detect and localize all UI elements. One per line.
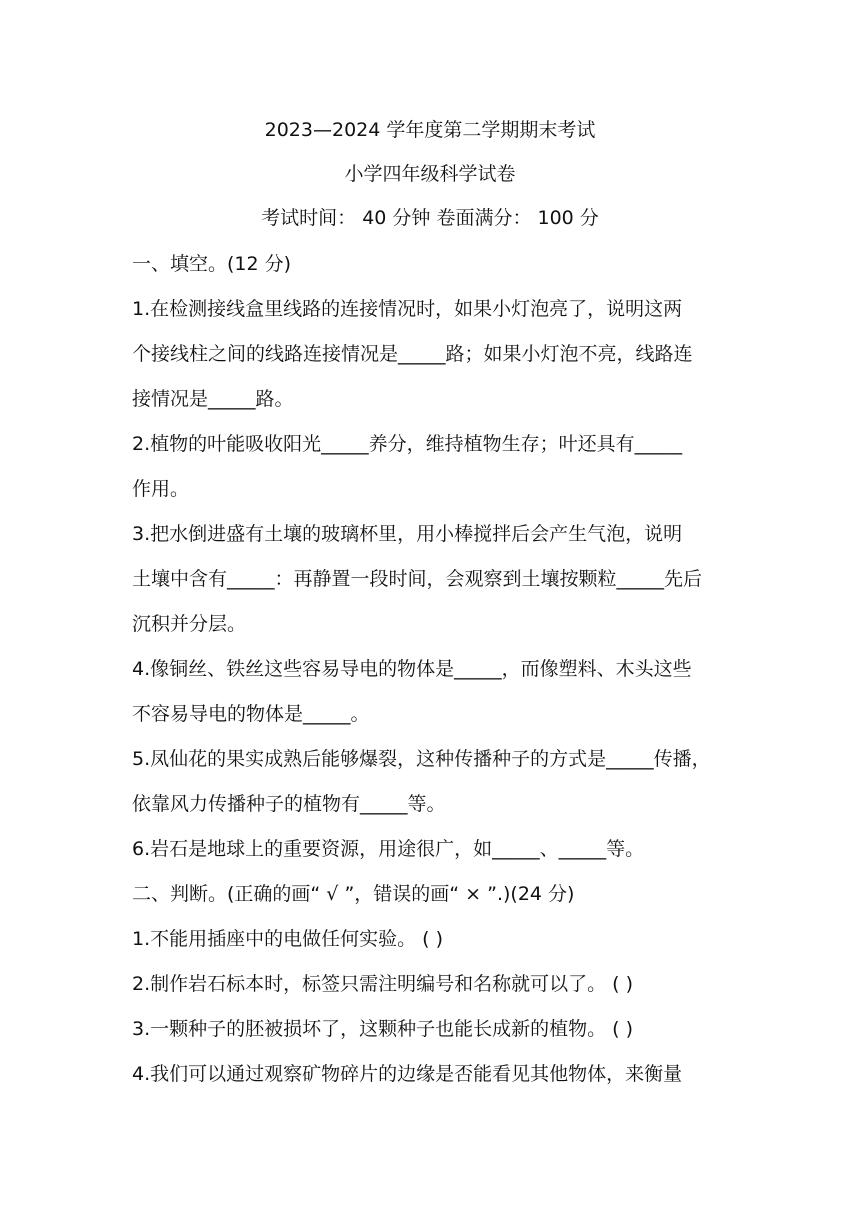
section1-text-line: 作用。	[132, 478, 190, 500]
exam-title: 2023—2024 学年度第二学期期末考试	[264, 119, 596, 141]
section2-question: 3.一颗种子的胚被损坏了，这颗种子也能长成新的植物。 ( )	[132, 1018, 634, 1040]
exam-subtitle: 小学四年级科学试卷	[344, 163, 516, 185]
section1-text-line: 5.凤仙花的果实成熟后能够爆裂，这种传播种子的方式是_____传播，	[132, 748, 711, 770]
section1-text-line: 个接线柱之间的线路连接情况是_____路；如果小灯泡不亮，线路连	[132, 343, 693, 365]
section1-text-line: 土壤中含有_____：再静置一段时间，会观察到土壤按颗粒_____先后	[132, 568, 703, 590]
section2-question: 2.制作岩石标本时，标签只需注明编号和名称就可以了。 ( )	[132, 973, 634, 995]
section1-text-line: 2.植物的叶能吸收阳光_____养分，维持植物生存；叶还具有_____	[132, 433, 683, 455]
exam-info: 考试时间： 40 分钟 卷面满分： 100 分	[261, 207, 599, 229]
section2-question: 4.我们可以通过观察矿物碎片的边缘是否能看见其他物体，来衡量	[132, 1063, 683, 1085]
section1-text-line: 4.像铜丝、铁丝这些容易导电的物体是_____，而像塑料、木头这些	[132, 658, 692, 680]
section1-text-line: 3.把水倒进盛有土壤的玻璃杯里，用小棒搅拌后会产生气泡，说明	[132, 523, 683, 545]
section1-text-line: 1.在检测接线盒里线路的连接情况时，如果小灯泡亮了，说明这两	[132, 298, 683, 320]
section1-text-line: 依靠风力传播种子的植物有_____等。	[132, 793, 446, 815]
section1-text-line: 6.岩石是地球上的重要资源，用途很广，如_____、_____等。	[132, 838, 645, 860]
section1-text-line: 沉积并分层。	[132, 613, 247, 635]
section1-text-line: 接情况是_____路。	[132, 388, 294, 410]
section1-text-line: 不容易导电的物体是_____。	[132, 703, 370, 725]
section2-heading: 二、判断。(正确的画“ √ ”，错误的画“ × ”.)(24 分)	[132, 883, 575, 905]
section1-heading: 一、填空。(12 分)	[132, 253, 292, 275]
section2-question: 1.不能用插座中的电做任何实验。 ( )	[132, 928, 444, 950]
